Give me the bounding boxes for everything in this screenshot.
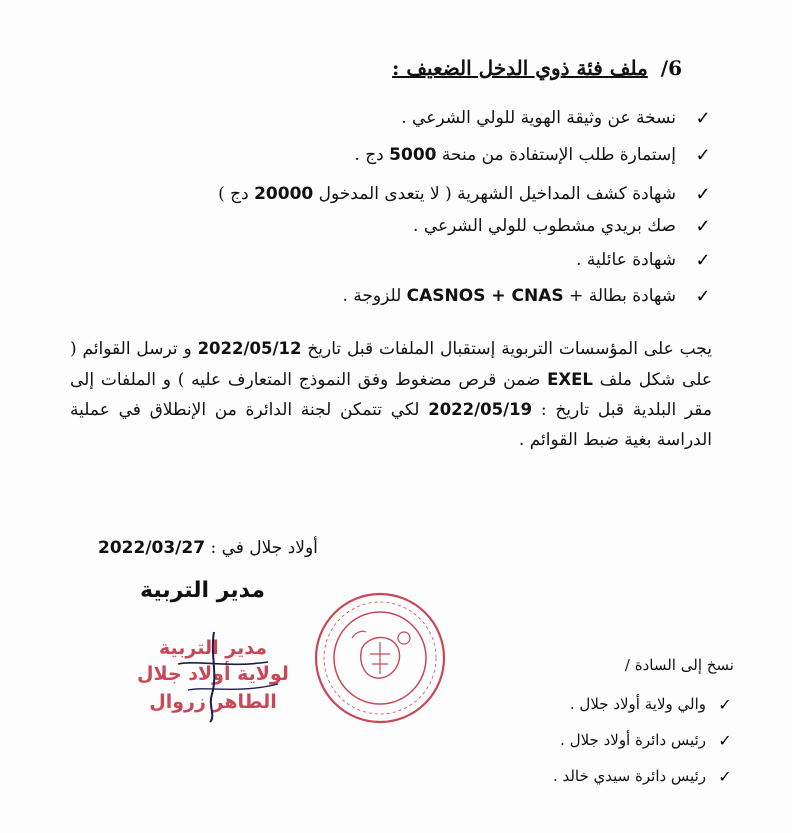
list-item-text-start: إستمارة طلب الإستفادة من منحة [436, 145, 676, 165]
recipient-name: رئيس دائرة أولاد جلال . [560, 731, 706, 749]
list-item [354, 141, 712, 169]
file-type: EXEL [547, 369, 593, 389]
list-item-text: شهادة عائلية . [576, 250, 676, 270]
deadline-date-schools: 2022/05/12 [197, 339, 302, 358]
check-mark-icon: ✓ [695, 215, 711, 237]
paragraph-text: يجب على المؤسسات التربوية إستقبال الملفات قبل تاريخ [301, 339, 712, 359]
official-seal-icon [312, 590, 448, 726]
copy-recipient [560, 728, 734, 752]
check-mark-icon: ✓ [718, 766, 732, 786]
recipient-name: رئيس دائرة سيدي خالد . [552, 767, 706, 785]
list-item [576, 246, 712, 274]
check-mark-icon: ✓ [695, 144, 711, 166]
amount-value: 5000 [389, 145, 437, 165]
paragraph-text: لكي تتمكن لجنة الدائرة من الإنطلاق في عملية الدراسة بغية ضبط القوائم . [70, 400, 712, 450]
recipient-name: والي ولاية أولاد جلال . [569, 695, 706, 713]
check-mark-icon: ✓ [695, 249, 711, 271]
list-item-text [218, 184, 676, 204]
list-item-text [342, 286, 676, 306]
list-item-text-start: شهادة كشف المداخيل الشهرية ( لا يتعدى المدخول [313, 184, 676, 204]
instructions-paragraph [70, 334, 712, 455]
director-stamp-signature [118, 624, 308, 724]
paragraph-text: ضمن قرص مضغوط وفق النموذج المتعارف عليه ) و الملفات إلى مقر البلدية قبل تاريخ : [70, 369, 712, 420]
insurance-bodies: CASNOS + CNAS [406, 286, 564, 306]
section-number: 6/ [660, 56, 682, 80]
list-item [401, 104, 712, 132]
director-title: مدير التربية [140, 578, 265, 603]
copy-recipient [570, 692, 734, 716]
list-item-text-end: دج ) [218, 184, 255, 204]
deadline-date-municipality: 2022/05/19 [428, 400, 533, 419]
signature-date: 2022/03/27 [98, 538, 206, 558]
check-mark-icon: ✓ [718, 694, 732, 714]
stamp-line: مدير التربية [159, 637, 267, 659]
list-item-text-start: شهادة بطالة + [563, 286, 676, 306]
copies-title: نسخ إلى السادة / [624, 656, 734, 674]
section-heading [392, 56, 682, 80]
list-item-text [354, 145, 676, 165]
list-item [342, 282, 712, 310]
check-mark-icon: ✓ [695, 285, 711, 307]
section-title: ملف فئة ذوي الدخل الضعيف : [391, 56, 648, 80]
place-and-date [98, 538, 318, 558]
place-label: أولاد جلال في : [205, 538, 318, 558]
stamp-line: الطاهر زروال [149, 691, 277, 713]
check-mark-icon: ✓ [695, 107, 711, 129]
signature-icon [118, 624, 308, 724]
list-item [218, 180, 712, 208]
check-mark-icon: ✓ [695, 183, 711, 205]
copy-recipient [553, 764, 734, 788]
list-item-text: صك بريدي مشطوب للولي الشرعي . [413, 216, 676, 236]
list-item [413, 212, 712, 240]
amount-value: 20000 [254, 184, 314, 204]
paragraph-text: و ترسل القوائم ( على شكل ملف [70, 339, 712, 390]
list-item-text-end: للزوجة . [342, 286, 407, 306]
stamp-line: لولاية أولاد جلال [137, 663, 289, 685]
list-item-text-end: دج . [354, 145, 390, 165]
list-item-text: نسخة عن وثيقة الهوية للولي الشرعي . [401, 108, 676, 128]
check-mark-icon: ✓ [718, 730, 732, 750]
